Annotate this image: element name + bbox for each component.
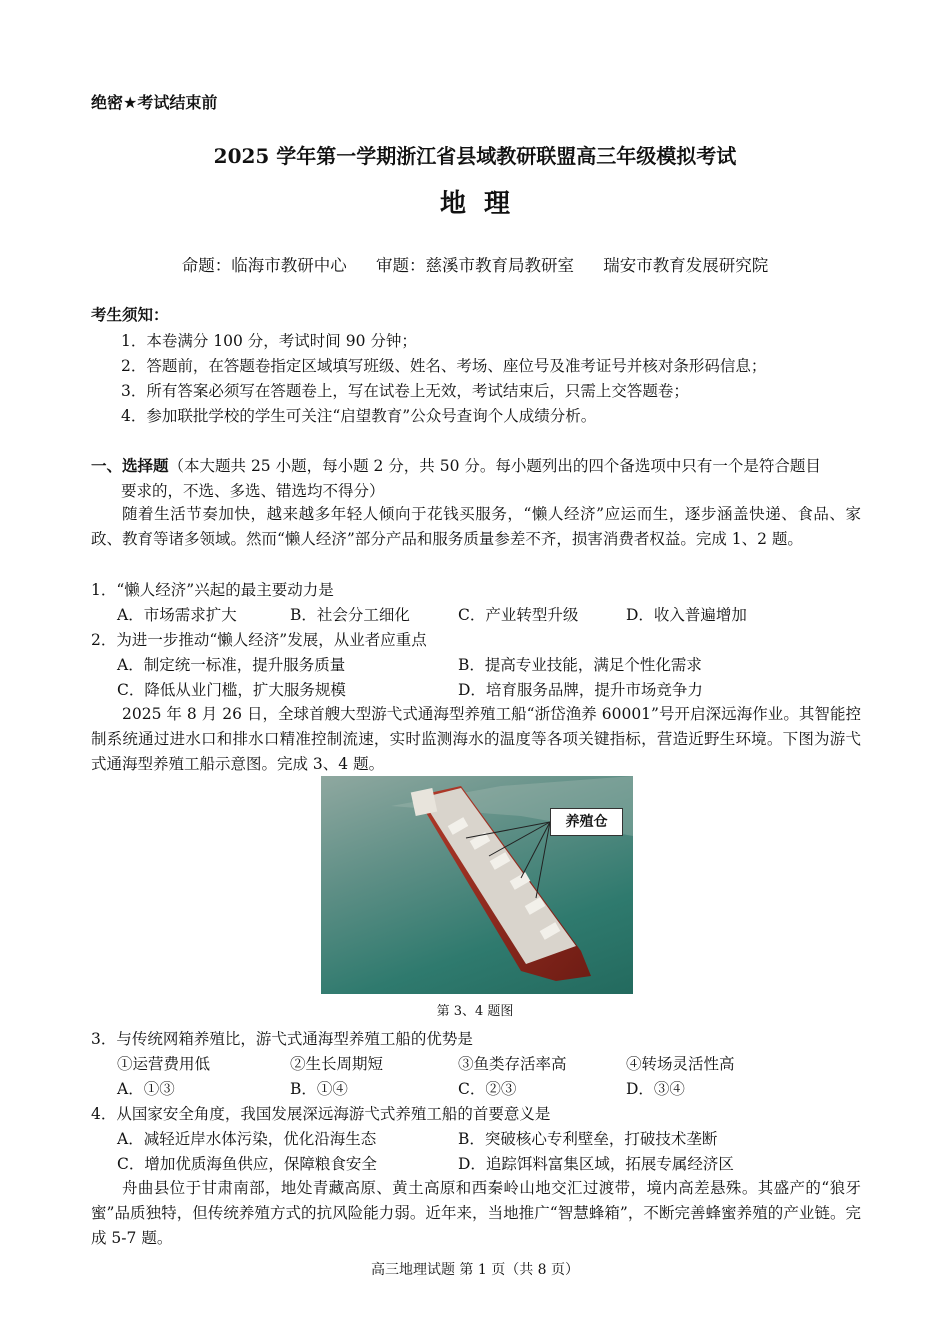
notice-item: 3．所有答案必须写在答题卷上，写在试卷上无效，考试结束后，只需上交答题卷； <box>121 382 689 400</box>
q2-option-c: C．降低从业门槛，扩大服务规模 <box>117 681 346 699</box>
reviewer-1: 审题：慈溪市教育局教研室 <box>376 256 574 275</box>
q4-option-c: C．增加优质海鱼供应，保障粮食安全 <box>117 1155 377 1173</box>
q1-option-a: A．市场需求扩大 <box>117 606 237 624</box>
q3-option-c: C．②③ <box>458 1080 517 1098</box>
ship-figure <box>321 776 633 994</box>
q3-statement-4: ④转场灵活性高 <box>626 1055 735 1073</box>
section-heading-line <box>91 454 821 476</box>
q3-statement-3: ③鱼类存活率高 <box>458 1055 567 1073</box>
material-2: 2025 年 8 月 26 日，全球首艘大型游弋式通海型养殖工船“浙岱渔养 60001”号开启深远海作业。其智能控制系统通过进水口和排水口精准控制流速，实时监测海水的温度等各项关键指标，营造近野生环境。下图为游弋式通海型养殖工船示意图。完成 3、4 题。 <box>91 705 861 773</box>
q4-option-a: A．减轻近岸水体污染，优化沿海生态 <box>117 1130 377 1148</box>
q1-stem: 1．“懒人经济”兴起的最主要动力是 <box>91 581 334 599</box>
q2-option-a: A．制定统一标准，提升服务质量 <box>117 656 346 674</box>
figure-caption: 第 3、4 题图 <box>436 1004 514 1019</box>
q3-option-d: D．③④ <box>626 1080 685 1098</box>
q3-statement-2: ②生长周期短 <box>290 1055 384 1073</box>
q3-option-a: A．①③ <box>117 1080 175 1098</box>
reviewer-2: 瑞安市教育发展研究院 <box>603 256 769 275</box>
page-footer: 高三地理试题 第 1 页（共 8 页） <box>370 1262 580 1278</box>
q2-stem: 2．为进一步推动“懒人经济”发展，从业者应重点 <box>91 631 427 649</box>
q1-option-b: B．社会分工细化 <box>290 606 410 624</box>
figure-label: 养殖仓 <box>550 808 623 836</box>
section-heading: 一、选择题 <box>91 456 169 475</box>
q1-option-d: D．收入普遍增加 <box>626 606 747 624</box>
material-1: 随着生活节奏加快，越来越多年轻人倾向于花钱买服务，“懒人经济”应运而生，逐步涵盖快递、食品、家政、教育等诸多领域。然而“懒人经济”部分产品和服务质量参差不齐，损害消费者权益。完成 1、2 题。 <box>91 505 861 548</box>
q3-option-b: B．①④ <box>290 1080 348 1098</box>
setter: 命题：临海市教研中心 <box>181 256 347 275</box>
q2-option-b: B．提高专业技能，满足个性化需求 <box>458 656 702 674</box>
q3-statement-1: ①运营费用低 <box>117 1055 211 1073</box>
q4-stem: 4．从国家安全角度，我国发展深远海游弋式养殖工船的首要意义是 <box>91 1105 551 1123</box>
notice-item: 4．参加联批学校的学生可关注“启望教育”公众号查询个人成绩分析。 <box>121 407 597 425</box>
material-3: 舟曲县位于甘肃南部，地处青藏高原、黄土高原和西秦岭山地交汇过渡带，境内高差悬殊。其盛产的“狼牙蜜”品质独特，但传统养殖方式的抗风险能力弱。近年来，当地推广“智慧蜂箱”，不断完善蜂蜜养殖的产业链。完成 5-7 题。 <box>91 1179 861 1247</box>
q3-stem: 3．与传统网箱养殖比，游弋式通海型养殖工船的优势是 <box>91 1030 473 1048</box>
q2-option-d: D．培育服务品牌，提升市场竞争力 <box>458 681 703 699</box>
q1-option-c: C．产业转型升级 <box>458 606 579 624</box>
q4-option-d: D．追踪饵料富集区域，拓展专属经济区 <box>458 1155 734 1173</box>
section-desc-2: 要求的，不选、多选、错选均不得分） <box>121 482 385 500</box>
exam-title: 2025 学年第一学期浙江省县域教研联盟高三年级模拟考试 <box>213 144 737 168</box>
notice-item: 1．本卷满分 100 分，考试时间 90 分钟； <box>121 332 417 350</box>
notice-heading: 考生须知： <box>91 306 169 324</box>
secret-mark: 绝密★考试结束前 <box>91 93 218 112</box>
subject-title: 地理 <box>439 189 528 219</box>
authors-line <box>0 252 950 276</box>
notice-item: 2．答题前，在答题卷指定区域填写班级、姓名、考场、座位号及准考证号并核对条形码信息； <box>121 357 767 375</box>
section-desc: （本大题共 25 小题，每小题 2 分，共 50 分。每小题列出的四个备选项中只有一个是符合题目 <box>168 457 821 475</box>
q4-option-b: B．突破核心专利壁垒，打破技术垄断 <box>458 1130 718 1148</box>
